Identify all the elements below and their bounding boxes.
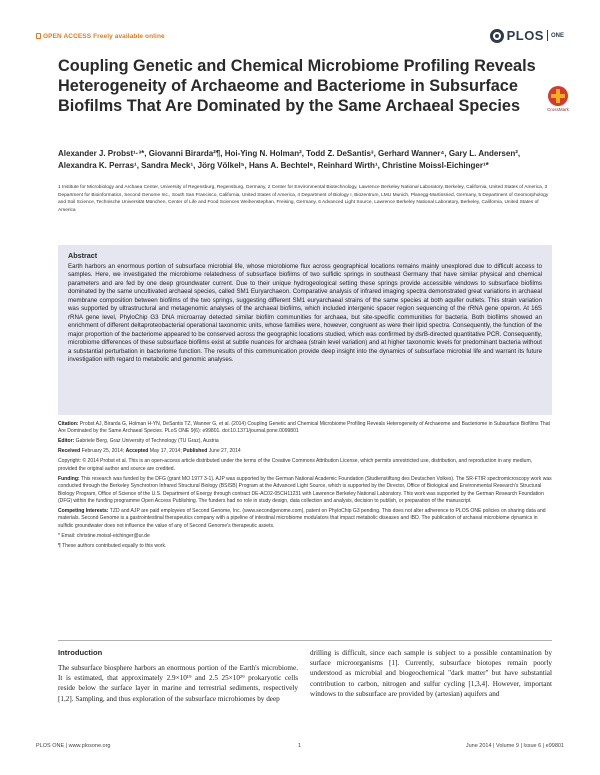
abstract-heading: Abstract [68, 251, 98, 260]
copyright: Copyright: © 2014 Probst et al. This is an open-access article distributed under the terms of the Creative Commons Attribution License, which permits unrestricted use, distribution, and reproduction in any medium, provided the original author and source are credited. [58, 458, 533, 472]
page-number: 1 [298, 743, 302, 749]
funding: Funding: This research was funded by the DFG (grant MO 1977 3-1). AJP was supported by the German National Academic Foundation (Studienstiftung des Deutschen Volkes). The SR-FTIR spectromicroscopy work was conducted through the Berkeley Synchrotron Infrared Structural Biology (BSISB) Program at the Advanced Light Source, which is supported by the Director, Office of Biological and Environmental Research's Structural Biology Program, Office of Science of the U.S. Department of Energy through contract DE-AC02-05CH11231 with Lawrence Berkeley National Laboratory. This work was supported by the German Research Foundation (DFG) within the funding programme Open Access Publishing. The funders had no role in study design, data collection and analysis, decision to publish, or preparation of the manuscript. [58, 475, 552, 505]
crossmark-icon [548, 86, 568, 106]
plos-logo-icon [490, 29, 504, 43]
citation: Citation: Probst AJ, Birarda G, Holman H-YN, DeSantis TZ, Wanner G, et al. (2014) Coupling Genetic and Chemical Microbiome Profiling Reveals Heterogeneity of Archaeome and Bacteriome in Subsurface Biofilms That Are Dominated by the Same Archaeal Species. PLoS ONE 9(6): e99801. doi:10.1371/journal.pone.0099801 [58, 421, 550, 435]
affiliations: 1 Institute for Microbiology and Archaea Center, University of Regensburg, Regensburg, Germany, 2 Center for Environmental Biotechnology, Lawrence Berkeley National Laboratory, Berkeley, California, United States of America, 3 Department for Bioinformatics, Second Genome Inc., South San Francisco, California, United States of America, 4 Department of Biology I, Biozentrum, LMU Munich, Planegg-Martinsried, Germany, 5 Department of Geomorphology and Soil Science, Technische Universität München, Center of Life and Food Sciences Weihenstephan, Freising, Germany, 6 Advanced Light Source, Lawrence Berkeley National Laboratory, Berkeley, California, United States of America [58, 185, 549, 213]
abstract-body: Earth harbors an enormous portion of subsurface microbial life, whose microbiome flux across geographical locations remains mainly unexplored due to difficult access to samples. Here, we investigated the microbiome relatedness of subsurface biofilms of two sulfidic springs in southeast Germany that have similar physical and chemical parameters and are fed by one deep groundwater current. Due to their unique hydrogeological setting these springs provide accessible windows to subsurface biofilms dominated by the same uncultivated archaeal species, called SM1 Euryarchaeon. Comparative analysis of infrared imaging spectra demonstrated great variations in archaeal membrane composition between biofilms of the two springs, suggesting different SM1 euryarchaeal strains of the same species at both aquifer outlets. This strain variation was supported by ultrastructural and metagenomic analyses of the archaeal biofilms, which included intergenic spacer region sequencing of the rRNA gene operon. At 16S rRNA gene level, PhyloChip G3 DNA microarray detected similar biofilm communities for archaea, but site-specific communities for bacteria. Both biofilms showed an enrichment of different deltaproteobacterial operational taxonomic units, whose families were, however, congruent as were their lipid spectra. Consequently, the function of the major proportion of the bacteriome appeared to be conserved across the geographic locations studied, which was confirmed by dsrB-directed quantitative PCR. Consequently, microbiome differences of these subsurface biofilms exist at subtle nuances for archaea (strain level variation) and at higher taxonomic levels for predominant bacteria without a substantial perturbation in bacteriome function. The results of this communication provide deep insight into the dynamics of subsurface microbial life and warrant its future investigation with regard to metabolic and genomic analyses. [68, 263, 542, 364]
abstract-box [58, 245, 552, 415]
crossmark-badge[interactable] [546, 86, 570, 112]
equal-contribution-note: ¶ These authors contributed equally to this work. [58, 542, 167, 549]
article-title: Coupling Genetic and Chemical Microbiome Profiling Reveals Heterogeneity of Archaeome and Bacteriome in Subsurface Biofilms That Are Dominated by the Same Archaeal Species [58, 57, 536, 115]
crossmark-label: CrossMark [547, 107, 569, 112]
plos-one-logo [490, 28, 564, 43]
article-metadata [58, 421, 552, 553]
open-access-label: OPEN ACCESS Freely available online [36, 33, 165, 40]
open-lock-icon [36, 33, 41, 39]
introduction-column-left: The subsurface biosphere harbors an enormous portion of the Earth's microbiome. It is estimated, that approximately 2.9×10¹⁹ and 2.5 25×10²⁹ prokaryotic cells reside below the surface layer in marine and terrestrial sediments, respectively [1,2]. Sampling, and thus exploration of the subsurface microbiomes by deep [58, 664, 298, 703]
dates: Received February 25, 2014; Accepted May 17, 2014; Published June 27, 2014 [58, 448, 241, 455]
logo-divider [547, 30, 548, 41]
author-list: Alexander J. Probst¹·³*, Giovanni Birarda²¶, Hoi-Ying N. Holman², Todd Z. DeSantis³, Gerhard Wanner⁴, Gary L. Andersen², Alexandra K. Perras¹, Sandra Meck¹, Jörg Völkel⁵, Hans A. Bechtel⁶, Reinhard Wirth¹, Christine Moissl-Eichinger¹* [58, 149, 521, 170]
logo-suffix: ONE [550, 32, 564, 39]
logo-text: PLOS [506, 28, 544, 43]
introduction-heading: Introduction [58, 648, 103, 657]
footer-issue: June 2014 | Volume 9 | Issue 6 | e99801 [465, 743, 564, 749]
competing-interests: Competing Interests: TZD and AJP are paid employees of Second Genome, Inc. (www.secondgenome.com), patent on PhyloChip G3 pending. This does not alter adherence to PLOS ONE policies on sharing data and materials. Second Genome is a gastrointestinal therapeutics company with a pipeline of intestinal microbiome modulators that impact metabolic diseases and IBD. The publication of archaeal microbiome dynamics in sulfidic groundwater does not influence the value of any of Second Genome's therapeutic assets. [58, 508, 546, 529]
section-divider [58, 640, 552, 641]
journal-header [36, 28, 564, 46]
corresponding-email[interactable]: * Email: christine.moissl-eichinger@ur.de [58, 532, 150, 539]
editor: Editor: Gabriele Berg, Graz University of Technology (TU Graz), Austria [58, 438, 219, 445]
introduction-column-right: drilling is difficult, since each sample is subject to a possible contamination by surface microorganisms [1]. Currently, subsurface biotopes remain poorly understood as microbial and biogeochemical "dark matter" but have substantial contribution to carbon, nitrogen and sulfur cycling [1,3,4]. However, important windows to the subsurface are provided by (artesian) aquifers and [310, 649, 552, 698]
footer-journal: PLOS ONE | www.plosone.org [36, 743, 111, 749]
